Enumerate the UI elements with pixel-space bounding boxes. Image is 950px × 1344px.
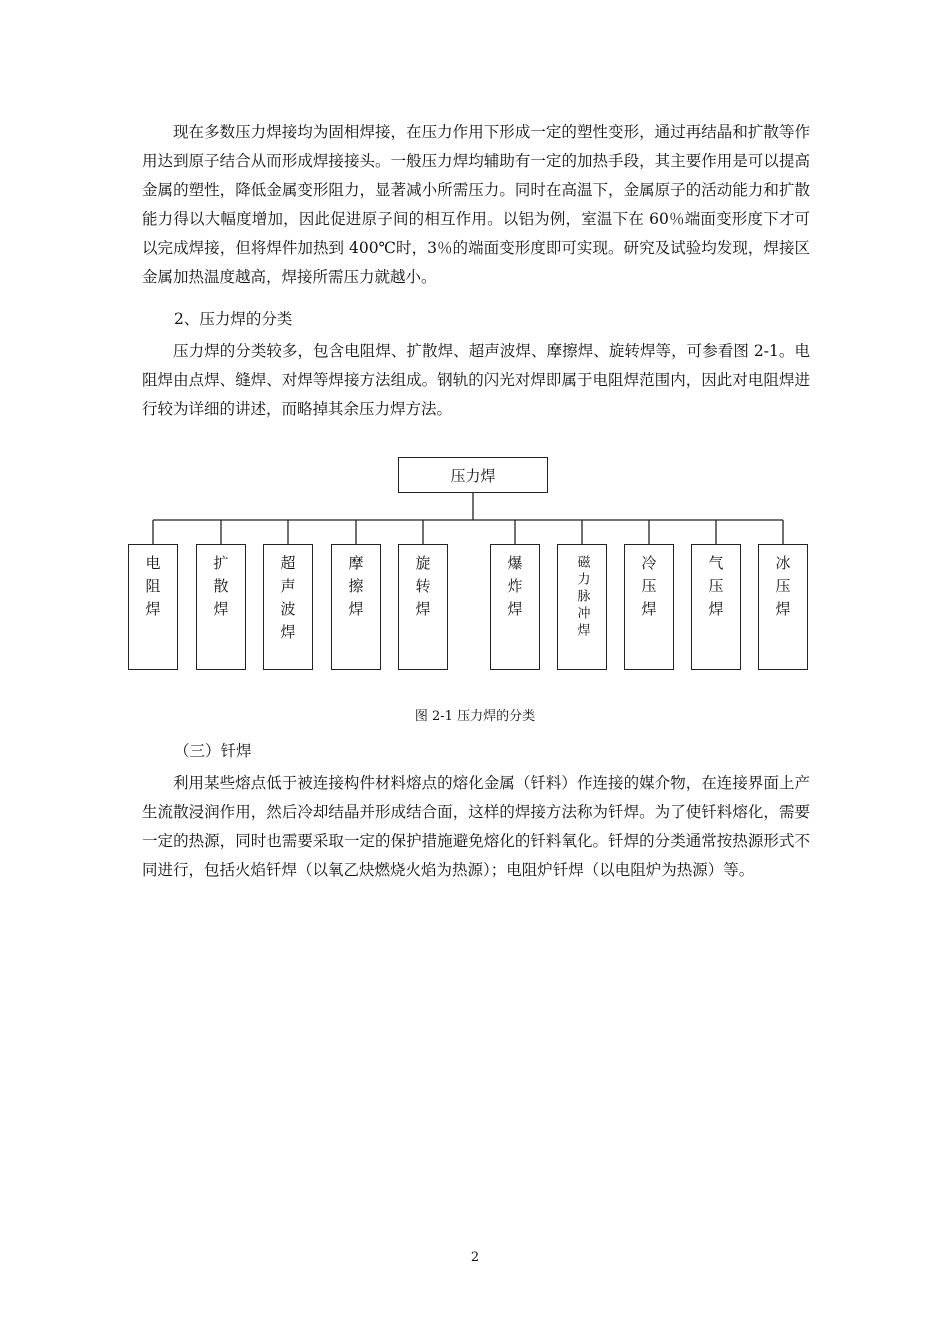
leaf-node: [398, 544, 448, 670]
leaf-node-label: 气压焊: [706, 555, 725, 624]
leaf-node-label: 电阻焊: [143, 555, 162, 624]
leaf-node: [128, 544, 178, 670]
leaf-node-label: 磁力脉冲焊: [574, 555, 590, 640]
paragraph-1: 现在多数压力焊接均为固相焊接，在压力作用下形成一定的塑性变形，通过再结晶和扩散等作用达到原子结合从而形成焊接接头。一般压力焊均辅助有一定的加热手段，其主要作用是可以提高金属的塑性，降低金属变形阻力，显著减小所需压力。同时在高温下，金属原子的活动能力和扩散能力得以大幅度增加，因此促进原子间的相互作用。以铝为例，室温下在 60％端面变形度下才可以完成焊接，但将焊件加热到 400℃时，3％的端面变形度即可实现。研究及试验均发现，焊接区金属加热温度越高，焊接所需压力就越小。: [142, 123, 810, 286]
leaf-node: [196, 544, 246, 670]
figure-caption: 图 2-1 压力焊的分类: [414, 709, 536, 724]
leaf-node-label: 摩擦焊: [346, 555, 365, 624]
section-heading-brazing: （三）钎焊: [174, 742, 252, 760]
root-node-label: 压力焊: [450, 466, 496, 485]
leaf-node-label: 超声波焊: [278, 555, 297, 647]
section-heading-classification: 2、压力焊的分类: [174, 310, 293, 328]
leaf-node-label: 冷压焊: [639, 555, 658, 624]
root-node: [398, 457, 548, 493]
leaf-node: [331, 544, 381, 670]
leaf-node-label: 旋转焊: [413, 555, 432, 624]
page-number: 2: [470, 1250, 480, 1265]
paragraph-3: 利用某些熔点低于被连接构件材料熔点的熔化金属（钎料）作连接的媒介物，在连接界面上产生流散浸润作用，然后冷却结晶并形成结合面，这样的焊接方法称为钎焊。为了使钎料熔化，需要一定的热源，同时也需要采取一定的保护措施避免熔化的钎料氧化。钎焊的分类通常按热源形式不同进行，包括火焰钎焊（以氧乙炔燃烧火焰为热源）；电阻炉钎焊（以电阻炉为热源）等。: [142, 774, 810, 879]
leaf-node-label: 冰压焊: [773, 555, 792, 624]
paragraph-2: 压力焊的分类较多，包含电阻焊、扩散焊、超声波焊、摩擦焊、旋转焊等，可参看图 2-1。电阻焊由点焊、缝焊、对焊等焊接方法组成。钢轨的闪光对焊即属于电阻焊范围内，因此对电阻焊进行较为详细的讲述，而略掉其余压力焊方法。: [142, 342, 810, 418]
leaf-node: [490, 544, 540, 670]
leaf-node: [624, 544, 674, 670]
leaf-node: [557, 544, 607, 670]
leaf-node: [263, 544, 313, 670]
leaf-node: [691, 544, 741, 670]
leaf-node-label: 爆炸焊: [505, 555, 524, 624]
leaf-node-label: 扩散焊: [211, 555, 230, 624]
leaf-node: [758, 544, 808, 670]
